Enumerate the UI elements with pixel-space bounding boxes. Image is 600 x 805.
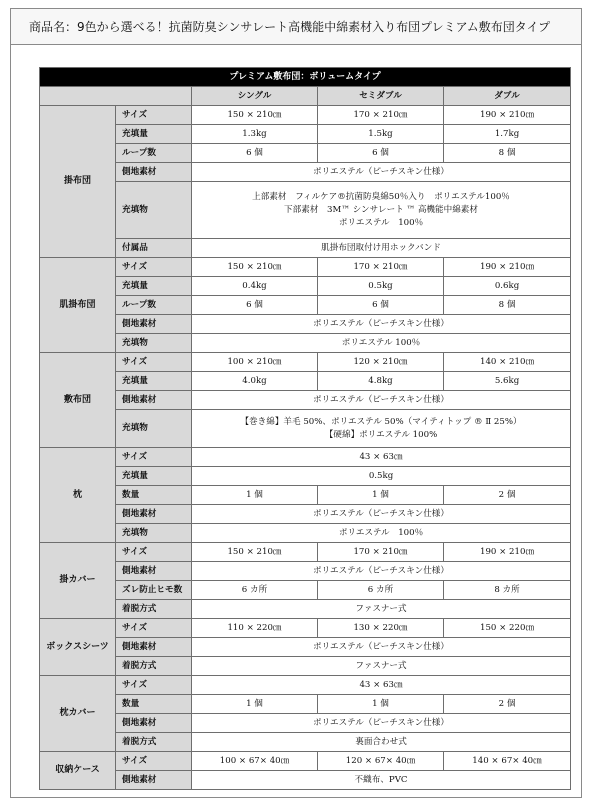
row-label-cell: 側地素材 [116,391,192,410]
value-cell: 2 個 [444,695,571,714]
table-title: プレミアム敷布団：ボリュームタイプ [40,68,571,87]
group-name-cell: 肌掛布団 [40,258,116,353]
group-name-cell: 掛カバー [40,543,116,619]
merged-value-cell: ポリエステル 100％ [192,334,571,353]
row-label-cell: サイズ [116,619,192,638]
row-label-cell: サイズ [116,543,192,562]
row-label-cell: 側地素材 [116,505,192,524]
row-label-cell: サイズ [116,258,192,277]
value-cell: 100 × 210㎝ [192,353,318,372]
table-row [40,600,571,619]
merged-value-cell: 上部素材 フィルケア®抗菌防臭綿50％入り ポリエステル100％ 下部素材 3M™ シンサレート ™ 高機能中綿素材 ポリエステル 100％ [192,182,571,239]
value-cell: 130 × 220㎝ [318,619,444,638]
merged-value-cell: 裏面合わせ式 [192,733,571,752]
table-row [40,638,571,657]
group-name-cell: 枕カバー [40,676,116,752]
value-cell: 150 × 220㎝ [444,619,571,638]
table-row [40,315,571,334]
column-header-double: ダブル [444,87,571,106]
value-cell: 8 カ所 [444,581,571,600]
row-label-cell: 充填量 [116,372,192,391]
value-cell: 1.3kg [192,125,318,144]
table-row [40,505,571,524]
table-row [40,163,571,182]
table-row [40,695,571,714]
row-label-cell: サイズ [116,676,192,695]
merged-value-cell: 【巻き綿】羊毛 50%、ポリエステル 50%（マイティトップ ® Ⅱ 25%） 【硬綿】ポリエステル 100% [192,410,571,448]
group-name-cell: 収納ケース [40,752,116,790]
table-row [40,657,571,676]
table-row [40,334,571,353]
value-cell: 150 × 210㎝ [192,106,318,125]
value-cell: 5.6kg [444,372,571,391]
value-cell: 150 × 210㎝ [192,258,318,277]
value-cell: 190 × 210㎝ [444,543,571,562]
column-header-semi-double: セミダブル [318,87,444,106]
value-cell: 4.8kg [318,372,444,391]
value-cell: 140 × 210㎝ [444,353,571,372]
merged-value-cell: ファスナー式 [192,657,571,676]
value-cell: 8 個 [444,296,571,315]
value-cell: 2 個 [444,486,571,505]
table-row [40,467,571,486]
row-label-cell: ループ数 [116,144,192,163]
value-cell: 6 個 [192,144,318,163]
table-row [40,771,571,790]
value-cell: 0.5kg [318,277,444,296]
table-row [40,714,571,733]
table-row [40,372,571,391]
value-cell: 1.5kg [318,125,444,144]
table-row [40,581,571,600]
table-row [40,239,571,258]
group-name-cell: ボックスシーツ [40,619,116,676]
merged-value-cell: ポリエステル（ピーチスキン仕様） [192,505,571,524]
value-cell: 120 × 67× 40㎝ [318,752,444,771]
value-cell: 6 カ所 [318,581,444,600]
table-row [40,144,571,163]
row-label-cell: サイズ [116,353,192,372]
merged-value-cell: 0.5kg [192,467,571,486]
row-label-cell: 充填量 [116,467,192,486]
merged-value-cell: ポリエステル（ピーチスキン仕様） [192,315,571,334]
value-cell: 6 個 [318,296,444,315]
spec-sheet [10,8,582,798]
spec-table [39,67,571,790]
table-row [40,182,571,239]
table-row [40,562,571,581]
value-cell: 190 × 210㎝ [444,258,571,277]
row-label-cell: サイズ [116,448,192,467]
table-row [40,752,571,771]
merged-value-cell: ポリエステル（ピーチスキン仕様） [192,638,571,657]
value-cell: 170 × 210㎝ [318,258,444,277]
row-label-cell: 着脱方式 [116,600,192,619]
value-cell: 120 × 210㎝ [318,353,444,372]
value-cell: 170 × 210㎝ [318,543,444,562]
table-row [40,258,571,277]
table-row [40,733,571,752]
row-label-cell: 側地素材 [116,163,192,182]
table-row [40,486,571,505]
table-row [40,353,571,372]
value-cell: 0.6kg [444,277,571,296]
table-row [40,448,571,467]
table-row [40,524,571,543]
row-label-cell: ループ数 [116,296,192,315]
value-cell: 1 個 [192,695,318,714]
row-label-cell: 着脱方式 [116,657,192,676]
value-cell: 100 × 67× 40㎝ [192,752,318,771]
merged-value-cell: ポリエステル（ピーチスキン仕様） [192,562,571,581]
merged-value-cell: ファスナー式 [192,600,571,619]
value-cell: 140 × 67× 40㎝ [444,752,571,771]
row-label-cell: 側地素材 [116,714,192,733]
row-label-cell: 充填量 [116,277,192,296]
value-cell: 1 個 [318,695,444,714]
merged-value-cell: 43 × 63㎝ [192,676,571,695]
value-cell: 150 × 210㎝ [192,543,318,562]
header-blank-cell [40,87,192,106]
row-label-cell: 側地素材 [116,315,192,334]
row-label-cell: 充填物 [116,182,192,239]
value-cell: 6 個 [318,144,444,163]
value-cell: 6 カ所 [192,581,318,600]
merged-value-cell: ポリエステル（ピーチスキン仕様） [192,163,571,182]
table-row [40,125,571,144]
value-cell: 190 × 210㎝ [444,106,571,125]
value-cell: 8 個 [444,144,571,163]
table-row [40,619,571,638]
merged-value-cell: 肌掛布団取付け用ホックバンド [192,239,571,258]
row-label-cell: 数量 [116,486,192,505]
value-cell: 6 個 [192,296,318,315]
value-cell: 1.7kg [444,125,571,144]
table-row [40,296,571,315]
value-cell: 0.4kg [192,277,318,296]
merged-value-cell: 43 × 63㎝ [192,448,571,467]
group-name-cell: 枕 [40,448,116,543]
table-row [40,543,571,562]
value-cell: 1 個 [192,486,318,505]
group-name-cell: 掛布団 [40,106,116,258]
table-row [40,277,571,296]
merged-value-cell: ポリエステル（ピーチスキン仕様） [192,714,571,733]
row-label-cell: 側地素材 [116,562,192,581]
merged-value-cell: 不織布、PVC [192,771,571,790]
table-row [40,391,571,410]
row-label-cell: サイズ [116,752,192,771]
merged-value-cell: ポリエステル 100％ [192,524,571,543]
row-label-cell: 着脱方式 [116,733,192,752]
row-label-cell: 側地素材 [116,771,192,790]
table-row [40,676,571,695]
table-row [40,106,571,125]
value-cell: 4.0kg [192,372,318,391]
merged-value-cell: ポリエステル（ピーチスキン仕様） [192,391,571,410]
row-label-cell: 充填物 [116,334,192,353]
column-header-single: シングル [192,87,318,106]
value-cell: 170 × 210㎝ [318,106,444,125]
row-label-cell: 充填物 [116,410,192,448]
row-label-cell: ズレ防止ヒモ数 [116,581,192,600]
row-label-cell: サイズ [116,106,192,125]
value-cell: 110 × 220㎝ [192,619,318,638]
row-label-cell: 充填物 [116,524,192,543]
row-label-cell: 数量 [116,695,192,714]
value-cell: 1 個 [318,486,444,505]
row-label-cell: 付属品 [116,239,192,258]
table-row [40,410,571,448]
row-label-cell: 充填量 [116,125,192,144]
group-name-cell: 敷布団 [40,353,116,448]
row-label-cell: 側地素材 [116,638,192,657]
product-name-header: 商品名：9色から選べる！抗菌防臭シンサレート高機能中綿素材入り布団プレミアム敷布団タイプ [11,9,581,45]
